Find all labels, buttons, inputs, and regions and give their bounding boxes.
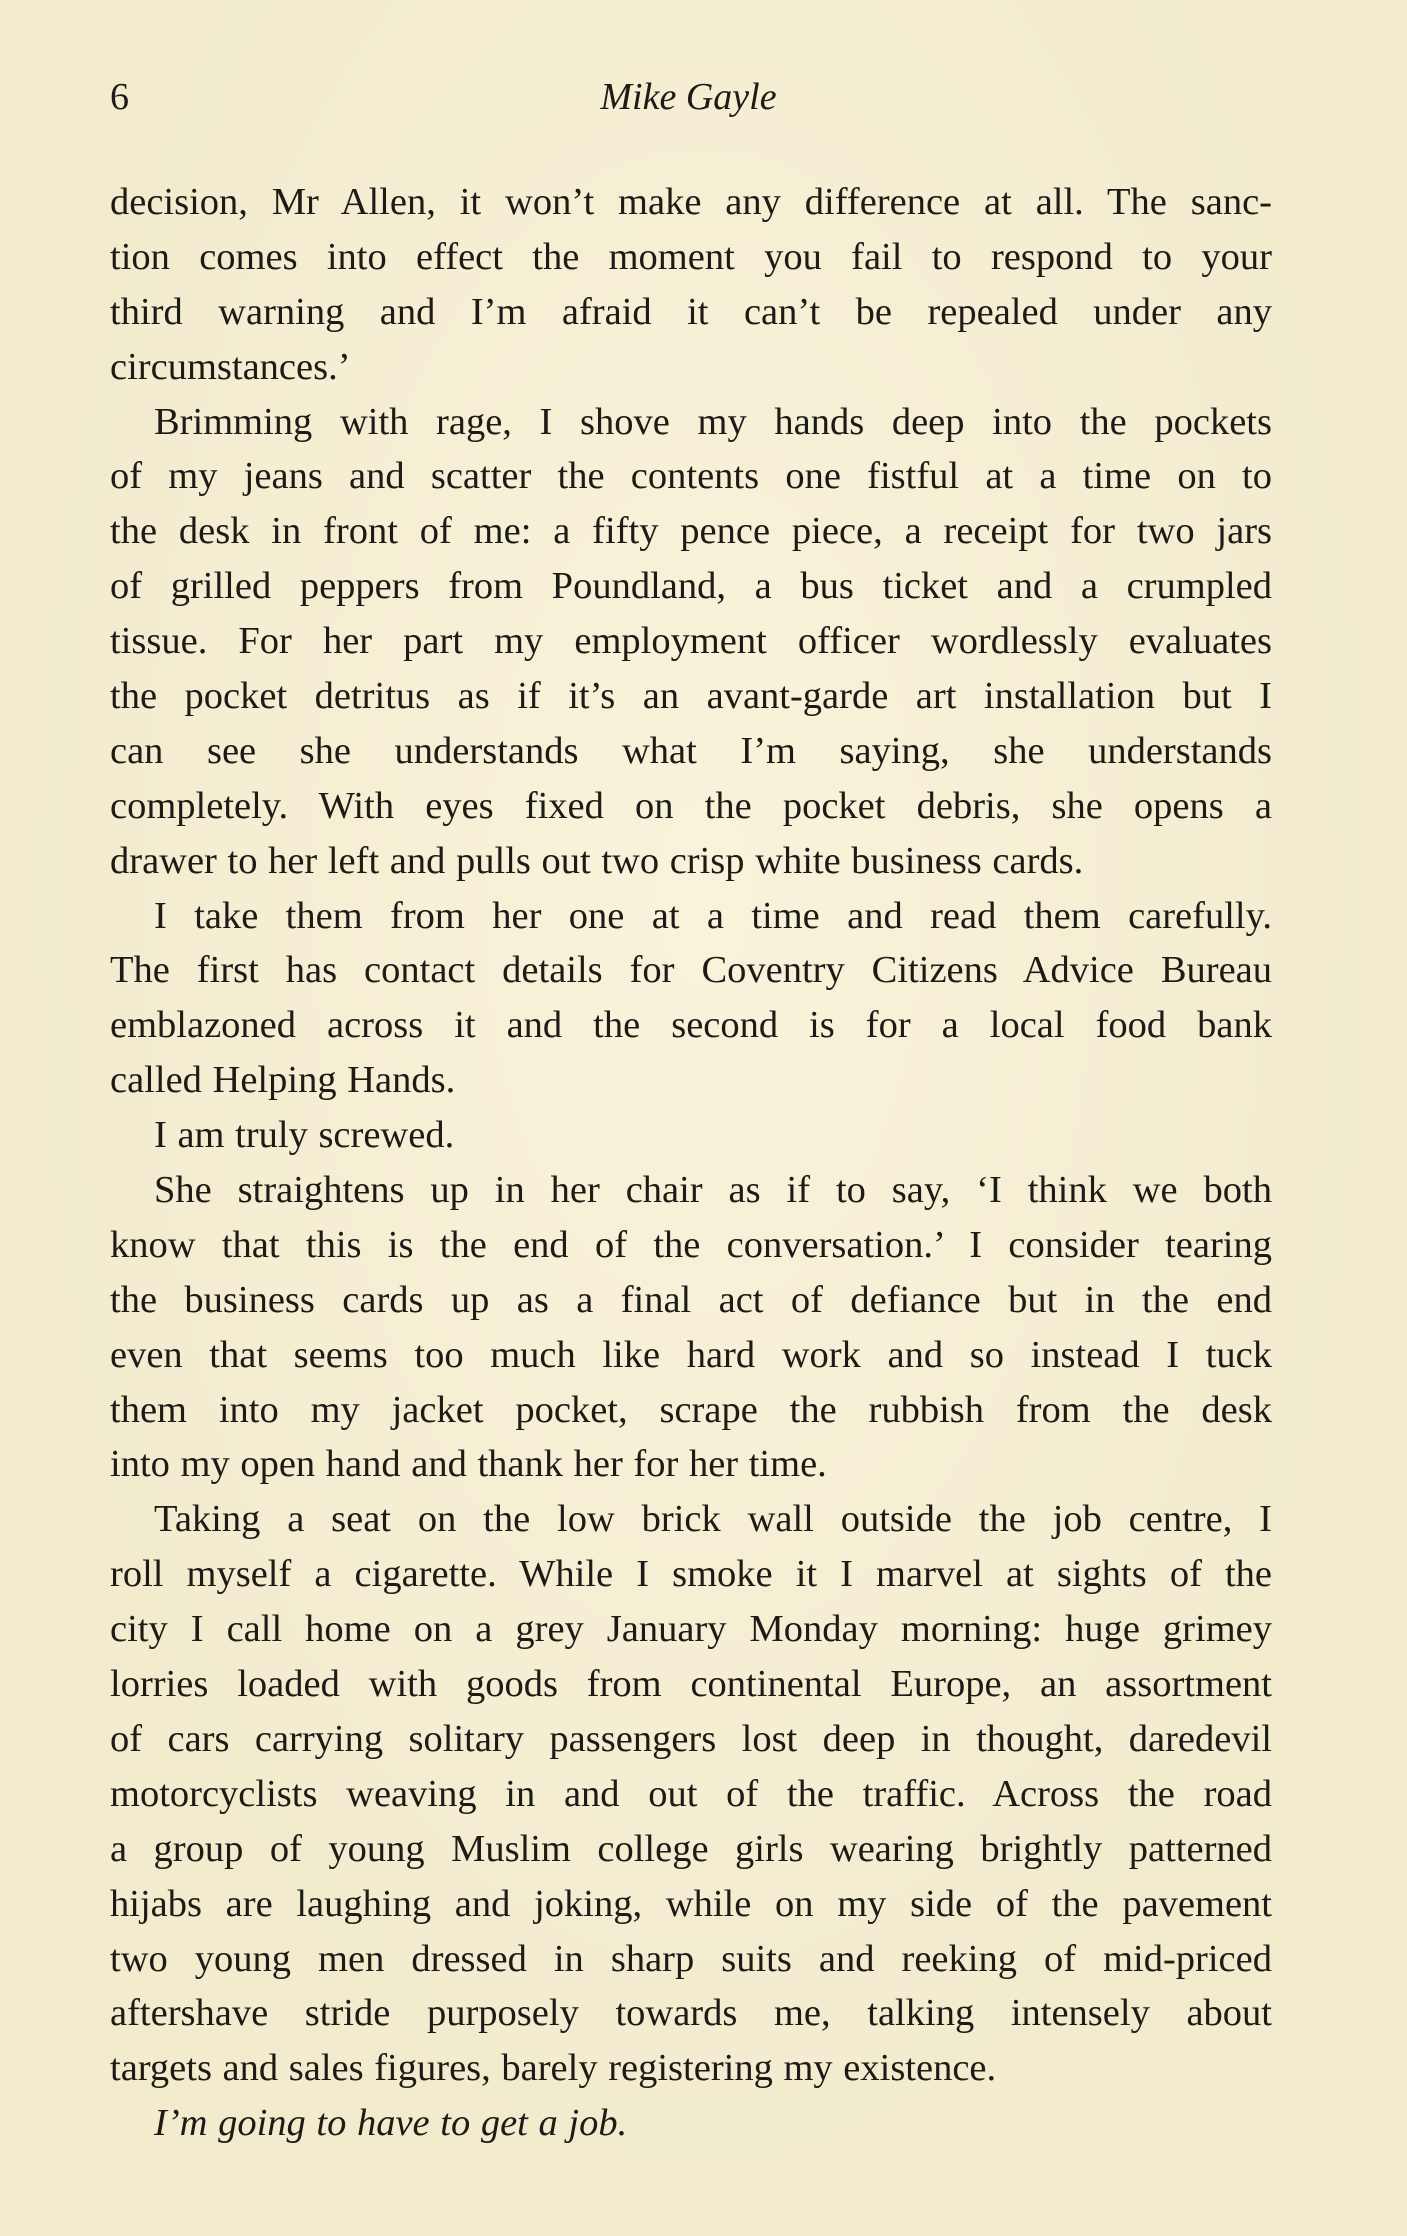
text-line: city I call home on a grey January Monday morning: huge grimey [110,1608,1272,1651]
text-line: called Helping Hands. [110,1059,456,1102]
text-line: completely. With eyes fixed on the pocket debris, she opens a [110,784,1272,827]
text-line: the pocket detritus as if it’s an avant-garde art installation but I [110,675,1272,718]
text-line: lorries loaded with goods from continental Europe, an assortment [110,1663,1272,1706]
text-line: circumstances.’ [110,345,351,388]
text-line: The first has contact details for Coventry Citizens Advice Bureau [110,949,1272,992]
text-line: motorcyclists weaving in and out of the traffic. Across the road [110,1772,1272,1815]
text-line: into my open hand and thank her for her time. [110,1443,827,1486]
text-line: emblazoned across it and the second is for a local food bank [110,1004,1272,1047]
text-line: can see she understands what I’m saying, she understands [110,729,1272,772]
text-line: a group of young Muslim college girls wearing brightly patterned [110,1827,1272,1870]
text-line: of my jeans and scatter the contents one fistful at a time on to [110,455,1272,498]
running-title-author: Mike Gayle [600,76,777,118]
text-line: even that seems too much like hard work and so instead I tuck [110,1333,1272,1376]
page-number: 6 [110,76,129,118]
text-line: aftershave stride purposely towards me, talking intensely about [110,1992,1272,2035]
text-line: third warning and I’m afraid it can’t be repealed under any [110,290,1272,333]
text-line: hijabs are laughing and joking, while on my side of the pavement [110,1882,1272,1925]
text-line: of cars carrying solitary passengers lost deep in thought, daredevil [110,1717,1272,1760]
text-line: Taking a seat on the low brick wall outside the job centre, I [154,1498,1272,1541]
text-line: She straightens up in her chair as if to say, ‘I think we both [154,1169,1272,1212]
text-line: I take them from her one at a time and read them carefully. [154,894,1272,937]
text-line-italic: I’m going to have to get a job. [154,2102,628,2145]
text-line: the desk in front of me: a fifty pence piece, a receipt for two jars [110,510,1272,553]
text-line: the business cards up as a final act of defiance but in the end [110,1278,1272,1321]
text-line: roll myself a cigarette. While I smoke it I marvel at sights of the [110,1553,1272,1596]
text-line: know that this is the end of the conversation.’ I consider tearing [110,1223,1272,1266]
text-line: drawer to her left and pulls out two crisp white business cards. [110,839,1084,882]
text-line: them into my jacket pocket, scrape the rubbish from the desk [110,1388,1272,1431]
body-text [110,175,1272,2151]
text-line: tissue. For her part my employment officer wordlessly evaluates [110,620,1272,663]
running-head [110,72,1297,122]
text-line: of grilled peppers from Poundland, a bus ticket and a crumpled [110,565,1272,608]
text-line: targets and sales figures, barely registering my existence. [110,2047,997,2090]
text-line: decision, Mr Allen, it won’t make any difference at all. The sanc- [110,181,1272,223]
text-line: tion comes into effect the moment you fail to respond to your [110,235,1272,278]
text-line: Brimming with rage, I shove my hands deep into the pockets [154,400,1272,443]
text-line: I am truly screwed. [154,1114,455,1157]
text-line: two young men dressed in sharp suits and reeking of mid-priced [110,1937,1272,1980]
